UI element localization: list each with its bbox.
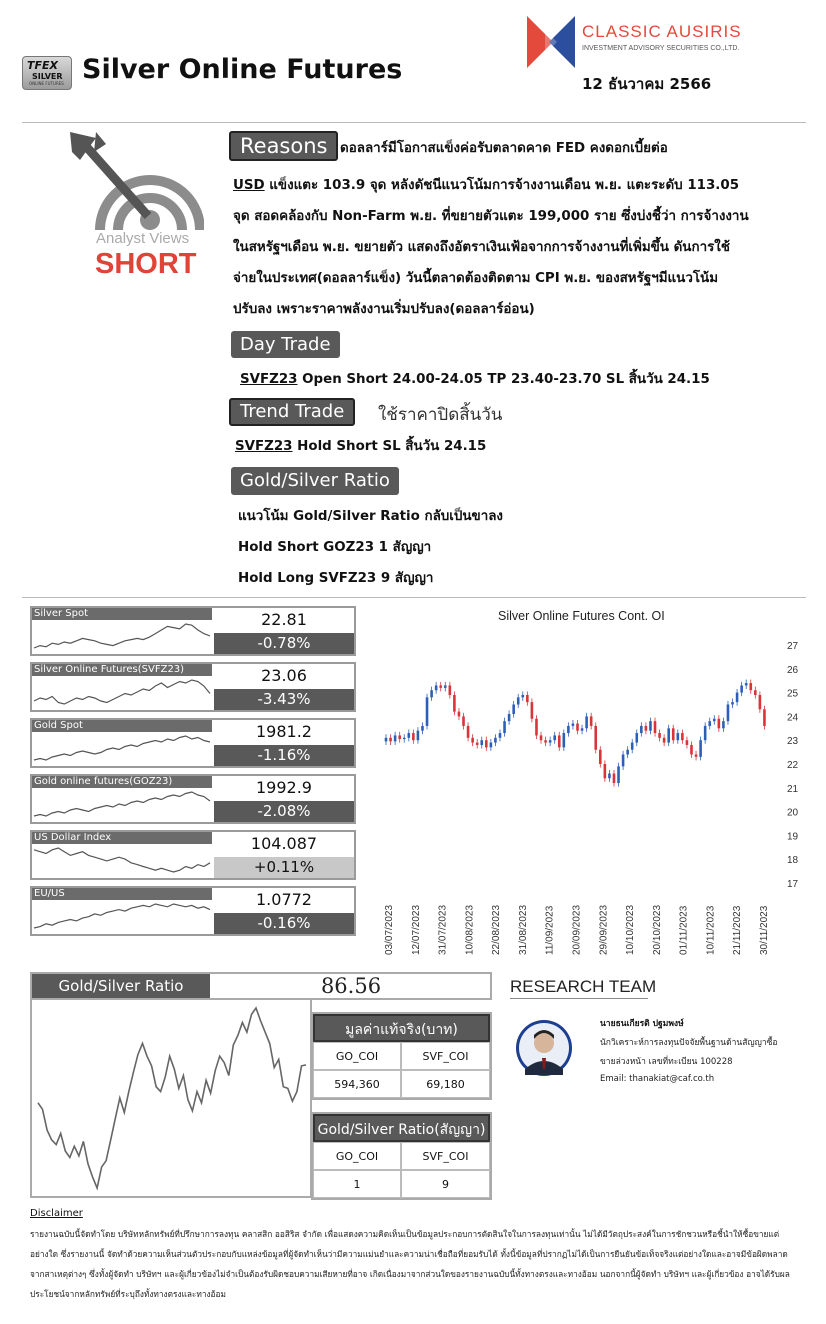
reasons-tag: Reasons	[229, 131, 338, 161]
y-tick-label: 26	[787, 664, 799, 676]
symbol-svfz23: SVFZ23	[240, 372, 298, 387]
x-tick-label: 31/08/2023	[517, 904, 529, 955]
candle	[708, 718, 711, 730]
day-trade-tag: Day Trade	[231, 331, 340, 358]
x-tick-label: 12/07/2023	[410, 904, 422, 955]
y-tick-label: 25	[787, 688, 799, 700]
x-tick-label: 11/09/2023	[544, 905, 556, 955]
day-trade-line	[240, 364, 710, 395]
candle	[439, 682, 442, 692]
candle	[485, 737, 488, 751]
analyst-email: Email: thanakiat@caf.co.th	[600, 1074, 715, 1084]
y-tick-label: 24	[787, 712, 799, 724]
candle	[499, 729, 502, 741]
x-tick-label: 20/09/2023	[571, 904, 583, 955]
market-panel	[30, 718, 356, 768]
table-cell: 1	[313, 1170, 401, 1198]
candle	[749, 680, 752, 694]
market-value: 1981.2	[256, 722, 312, 741]
market-value: 1.0772	[256, 890, 312, 909]
candle	[594, 722, 597, 753]
tfex-logo-silver: SILVER	[32, 72, 63, 81]
market-value: 1992.9	[256, 778, 312, 797]
candle	[731, 699, 734, 709]
intrinsic-value-table	[311, 1012, 492, 1100]
brand-logo-icon	[527, 16, 575, 68]
market-name: US Dollar Index	[32, 832, 212, 844]
disclaimer-text: รายงานฉบับนี้จัดทำโดย บริษัทหลักทรัพย์ที่ปรึกษาการลงทุน คลาสสิก ออสิริส จำกัด เพื่อแสดงความคิดเห็นเป็นข้อมูลประกอบการตัดสินใจในการลงทุนเท่านั้น ไม่ได้มีวัตถุประสงค์ในการชักชวนหรือชี้นำให้ซื้อขายแต่อย่างใด ซึ่งรายงานนี้ จัดทำด้วยความเห็นส่วนตัวประกอบกับแหล่งข้อมูลที่ผู้จัดทำเห็นว่ามีความแม่นยำและความน่าเชื่อถือที่ยอมรับได้ ทั้งนี้ข้อมูลที่ปรากฏไม่ได้เป็นการยืนยันข้อเท็จจริงแต่อย่างใดและอาจมีข้อผิดพลาดจากสาเหตุต่างๆ ซึ่งทั้งผู้จัดทำ บริษัทฯ และผู้เกี่ยวข้องไม่จำเป็นต้องรับผิดชอบความเสียหายที่อาจ เกิดเนื่องมาจากส่วนใดของรายงานฉบับนี้ทั้งทางตรงและทางอ้อม นอกจากนี้ผู้จัดทำ บริษัทฯ และผู้เกี่ยวข้อง อาจได้รับผลประโยชน์จากหลักทรัพย์ที่ระบุถึงทั้งทางตรงและทางอ้อม	[30, 1229, 790, 1299]
tfex-logo-text: TFEX	[27, 59, 59, 72]
page-title: Silver Online Futures	[82, 54, 403, 85]
candle	[549, 737, 552, 747]
analyst-name: นายธนเกียรติ ปฐมพงษ์	[600, 1019, 684, 1029]
candle	[599, 746, 602, 767]
x-tick-label: 30/11/2023	[759, 905, 770, 955]
candle	[740, 682, 743, 696]
disclaimer-title: Disclaimer	[30, 1208, 83, 1219]
analyst-role: นักวิเคราะห์การลงทุนปัจจัยพื้นฐานด้านสัญญาซื้อ	[600, 1038, 778, 1048]
reasons-headline: ดอลลาร์มีโอกาสแข็งค่อรับตลาดคาด FED คงดอกเบี้ยต่อ	[340, 141, 668, 156]
target-arrow-icon	[66, 130, 204, 240]
table-cell: 594,360	[313, 1070, 401, 1098]
market-value: 22.81	[261, 610, 307, 629]
silver-futures-candlestick-chart	[370, 630, 800, 970]
candle	[531, 699, 534, 723]
table-cell: 9	[401, 1170, 490, 1198]
candle	[681, 729, 684, 743]
candle	[403, 734, 406, 742]
x-tick-label: 10/08/2023	[464, 904, 476, 955]
table-header-cell: GO_COI	[313, 1042, 401, 1070]
candle	[727, 701, 730, 725]
market-panel	[30, 886, 356, 936]
candle	[581, 725, 584, 735]
analyst-license: ขายล่วงหน้า เลขที่ทะเบียน 100228	[600, 1057, 733, 1067]
trend-trade-note: ใช้ราคาปิดสิ้นวัน	[378, 405, 503, 425]
candle	[704, 722, 707, 743]
symbol-svfz23: SVFZ23	[235, 439, 293, 454]
sparkline-panel	[32, 776, 212, 822]
table-header-cell: SVF_COI	[401, 1042, 490, 1070]
candle	[563, 729, 566, 750]
market-panel	[30, 774, 356, 824]
candle	[458, 708, 461, 720]
brand-subtitle: INVESTMENT ADVISORY SECURITIES CO.,LTD.	[582, 45, 740, 52]
candle	[622, 751, 625, 770]
candle	[585, 713, 588, 732]
y-tick-label: 20	[787, 807, 799, 819]
brand-name: CLASSIC AUSIRIS	[582, 22, 742, 41]
reasons-line: ปรับลง เพราะราคาพลังงานเริ่มปรับลง(ดอลลาร์อ่อน)	[233, 302, 535, 317]
candle	[471, 734, 474, 746]
candle	[426, 694, 429, 730]
x-tick-label: 03/07/2023	[384, 904, 395, 955]
candle	[736, 689, 739, 706]
candle	[430, 687, 433, 701]
candle	[398, 732, 401, 743]
section-divider	[22, 597, 806, 598]
candle	[412, 729, 415, 743]
market-panel	[30, 830, 356, 880]
market-name: Silver Online Futures(SVFZ23)	[32, 664, 212, 676]
market-name: Gold online futures(GOZ23)	[32, 776, 212, 788]
candle	[449, 682, 452, 699]
candle	[718, 715, 721, 732]
market-change: -1.16%	[214, 745, 354, 766]
candle	[754, 687, 757, 699]
candle	[713, 715, 716, 725]
candle	[672, 725, 675, 744]
candle	[613, 770, 616, 787]
candle	[494, 734, 497, 746]
candle	[690, 741, 693, 758]
candle	[631, 739, 634, 753]
x-tick-label: 21/11/2023	[732, 905, 744, 955]
y-tick-label: 19	[787, 831, 799, 843]
x-tick-label: 22/08/2023	[491, 904, 503, 955]
ratio-label: Gold/Silver Ratio	[32, 974, 210, 998]
day-trade-text: Open Short 24.00-24.05 TP 23.40-23.70 SL สิ้นวัน 24.15	[297, 372, 710, 387]
candle	[444, 682, 447, 692]
research-team-title: RESEARCH TEAM	[510, 977, 657, 996]
candle	[508, 710, 511, 724]
y-tick-label: 22	[787, 760, 799, 771]
candle	[421, 722, 424, 734]
candle	[462, 713, 465, 730]
candle	[389, 734, 392, 745]
market-change: -0.16%	[214, 913, 354, 934]
candle	[763, 706, 766, 730]
ratio-line: Hold Long SVFZ23 9 สัญญา	[238, 571, 434, 586]
candle	[722, 718, 725, 732]
x-tick-label: 31/07/2023	[437, 904, 449, 955]
candle	[394, 732, 397, 745]
candle	[558, 732, 561, 751]
candle	[517, 694, 520, 708]
market-value: 23.06	[261, 666, 307, 685]
sparkline-panel	[32, 720, 212, 766]
ratio-line-chart	[32, 1000, 310, 1196]
sparkline-panel	[32, 832, 212, 878]
x-tick-label: 10/10/2023	[625, 904, 637, 955]
market-name: Silver Spot	[32, 608, 212, 620]
candle	[649, 718, 652, 735]
candle	[604, 760, 607, 781]
candle	[617, 763, 620, 787]
trend-trade-tag: Trend Trade	[229, 398, 355, 426]
candle	[635, 729, 638, 746]
analyst-avatar	[515, 1017, 573, 1079]
candle	[453, 691, 456, 715]
market-panel	[30, 606, 356, 656]
candle	[476, 739, 479, 749]
sparkline-panel	[32, 888, 212, 934]
candle	[572, 720, 575, 730]
candle	[590, 713, 593, 730]
candle	[435, 682, 438, 694]
x-tick-label: 20/10/2023	[651, 904, 663, 955]
market-change: -0.78%	[214, 633, 354, 654]
analyst-views-label: Analyst Views	[96, 230, 190, 247]
trend-trade-text: Hold Short SL สิ้นวัน 24.15	[292, 439, 487, 454]
candle	[490, 739, 493, 751]
candle	[385, 734, 388, 745]
candle	[407, 729, 410, 741]
table-header-cell: GO_COI	[313, 1142, 401, 1170]
candle	[540, 732, 543, 744]
candle	[654, 718, 657, 737]
sparkline	[32, 844, 212, 878]
sparkline	[32, 900, 212, 934]
y-tick-label: 17	[787, 879, 799, 890]
y-tick-label: 21	[787, 783, 799, 795]
y-tick-label: 18	[787, 855, 799, 867]
table-header-cell: SVF_COI	[401, 1142, 490, 1170]
chart-title: Silver Online Futures Cont. OI	[498, 609, 665, 623]
report-date: 12 ธันวาคม 2566	[582, 75, 712, 93]
candle	[677, 729, 680, 743]
trend-trade-line	[235, 431, 486, 462]
candle	[417, 727, 420, 744]
market-value: 104.087	[250, 834, 318, 853]
candle	[658, 729, 661, 741]
sparkline-panel	[32, 664, 212, 710]
reasons-line-text: แข็งแตะ 103.9 จุด หลังดัชนีแนวโน้มการจ้างงานเดือน พ.ย. แตะระดับ 113.05	[264, 178, 740, 193]
candle	[699, 737, 702, 761]
sparkline	[32, 732, 212, 766]
market-change: -3.43%	[214, 689, 354, 710]
candle	[553, 732, 556, 744]
header-divider	[22, 122, 806, 123]
ratio-line: แนวโน้ม Gold/Silver Ratio กลับเป็นขาลง	[238, 509, 503, 524]
reasons-line: จ่ายในประเทศ(ดอลลาร์แข็ง) วันนี้ตลาดต้องติดตาม CPI พ.ย. ของสหรัฐฯมีแนวโน้ม	[233, 271, 719, 286]
ratio-line: Hold Short GOZ23 1 สัญญา	[238, 540, 432, 555]
market-name: Gold Spot	[32, 720, 212, 732]
candle	[544, 737, 547, 747]
candle	[695, 751, 698, 761]
sparkline	[32, 676, 212, 710]
usd-link: USD	[233, 178, 265, 193]
ratio-value: 86.56	[320, 974, 382, 998]
gold-silver-ratio-tag: Gold/Silver Ratio	[231, 467, 399, 495]
candle	[512, 701, 515, 718]
sparkline	[32, 788, 212, 822]
market-change: -2.08%	[214, 801, 354, 822]
table-cell: 69,180	[401, 1070, 490, 1098]
candle	[526, 691, 529, 705]
candle	[521, 691, 524, 701]
candle	[667, 725, 670, 746]
candle	[645, 722, 648, 734]
reasons-line: จุด สอดคล้องกับ Non-Farm พ.ย. ที่ขยายตัวแตะ 199,000 ราย ซึ่งบ่งชี้ว่า การจ้างงาน	[233, 209, 749, 224]
reasons-line	[233, 170, 803, 201]
candle	[467, 722, 470, 741]
candle	[535, 715, 538, 739]
y-tick-label: 27	[787, 641, 799, 652]
candle	[663, 734, 666, 746]
candle	[686, 737, 689, 749]
ratio-contracts-table	[311, 1112, 492, 1200]
market-change: +0.11%	[214, 857, 354, 878]
x-tick-label: 01/11/2023	[678, 905, 690, 955]
x-tick-label: 29/09/2023	[598, 904, 610, 955]
ratio-series-line	[38, 1008, 306, 1188]
ratio-chart-frame	[30, 1000, 312, 1198]
candle	[608, 770, 611, 782]
x-tick-label: 10/11/2023	[705, 905, 717, 955]
candle	[640, 722, 643, 736]
tfex-logo	[22, 56, 72, 90]
candle	[626, 746, 629, 758]
research-underline	[510, 998, 648, 999]
sparkline-panel	[32, 608, 212, 654]
ratio-lines	[238, 501, 503, 594]
ratio-contracts-title: Gold/Silver Ratio(สัญญา)	[313, 1114, 490, 1142]
market-panel	[30, 662, 356, 712]
candle	[759, 691, 762, 712]
y-tick-label: 23	[787, 736, 799, 748]
sparkline	[32, 620, 212, 654]
tfex-logo-sub: ONLINE FUTURES	[29, 81, 64, 86]
candle	[480, 737, 483, 749]
candle	[745, 680, 748, 690]
reasons-line: ในสหรัฐฯเดือน พ.ย. ขยายตัว แสดงถึงอัตราเงินเฟ้อจากการจ้างงานที่เพิ่มขึ้น ดันการใช้	[233, 240, 730, 255]
candle	[576, 720, 579, 734]
candle	[503, 718, 506, 737]
intrinsic-value-title: มูลค่าแท้จริง(บาท)	[313, 1014, 490, 1042]
analyst-view-short: SHORT	[95, 248, 197, 280]
reasons-body	[233, 170, 803, 325]
candle	[567, 722, 570, 736]
market-name: EU/US	[32, 888, 212, 900]
